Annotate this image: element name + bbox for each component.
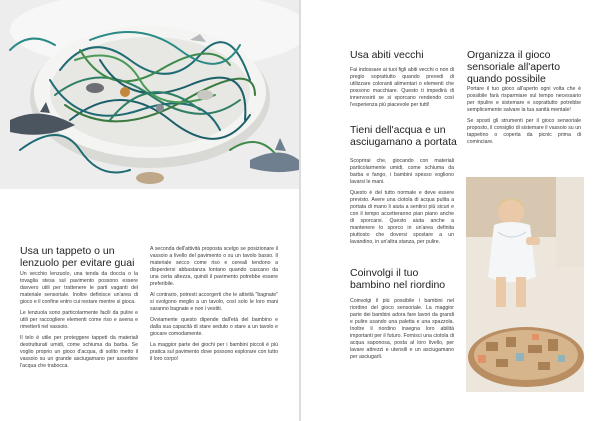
paragraph: La maggior parte dei giochi per i bambini piccoli è più pratica sul pavimento dove possono esplorare con tutto il loro corpo! [150, 342, 278, 362]
section-play-outdoors [467, 86, 581, 150]
paragraph: Fai indossare ai tuoi figli abiti vecchi o non di pregio soprattutto quando prevedi di utilizzare coloranti alimentari o elementi che possono macchiare. Questo ti impedirà di innervosirti se si sporcano rendendo così l'esperienza più piacevole per tutti! [350, 67, 454, 108]
paragraph: Portare il tuo gioco all'aperto ogni volta che è possibile farà risparmiare sul tempo necessario per ripulire e sistemare e soprattutto potrebbe semplicemente salvare la tua sanità mentale! [467, 86, 581, 113]
section-tidy-up [350, 298, 454, 365]
paragraph: Coinvolgi il più possibile i bambini nel riordino del gioco sensoriale. La maggior parte dei bambini adora fare lavori da grandi e pulire usando una paletta e una spazzola. Inoltre il riordino insegna loro abilità importanti per il futuro. Fornisci una ciotola di acqua saponosa, posta al loro livello, per lavare attrezzi e utensili e un asciugamano per asciugarli. [350, 298, 454, 360]
paragraph: Se sposti gli strumenti per il gioco sensoriale proposto, il consiglio di sistemare il vassoio su un tappetino o coperta da picnic prima di cominciare. [467, 118, 581, 145]
heading-tidy-up: Coinvolgi il tuo bambino nel riordino [350, 267, 446, 291]
toddler-photo [466, 177, 584, 392]
right-page [301, 0, 600, 421]
left-page [0, 0, 299, 421]
left-column-1 [20, 271, 138, 374]
left-column-2 [150, 246, 278, 367]
section-water-and-towel [350, 158, 454, 250]
page-number-marker: · [18, 412, 20, 417]
heading-water-and-towel: Tieni dell'acqua e un asciugamano a portata [350, 124, 457, 148]
paragraph: Ovviamente questo dipende dall'età del bambino e dalla sua capacità di stare seduto o stare a un tavolo e giocare comodamente. [150, 317, 278, 337]
paragraph: A seconda dell'attività proposta scelgo se posizionare il vassoio a livello del pavimento o su un tavolo basso. Il materiale secco come riso e cereali tendono a disperdersi abbastanza lontano quando cascano da una certa altezza, quindi il pavimento potrebbe essere preferibile. [150, 246, 278, 287]
heading-use-a-mat: Usa un tappeto o un lenzuolo per evitare guai [20, 245, 135, 269]
paragraph: Al contrario, potresti accorgerti che le attività "bagnate" si svolgono meglio a un tavolo, così solo le loro mani saranno bagnate e non i vestiti. [150, 292, 278, 312]
heading-old-clothes: Usa abiti vecchi [350, 49, 424, 61]
sensory-bowl-photo [0, 0, 299, 189]
paragraph: Scoprirai che, giocando con materiali particolarmente umidi, come schiuma da barba e fango, i bambini spesso vogliono lavarsi le mani. [350, 158, 454, 185]
paragraph: Un vecchio lenzuolo, una tenda da doccia o la tovaglia stesa sul pavimento possono essere davvero utili per trattenere le parti vaganti del materiale sensoriale. Inoltre definisce un'area di gioco e il confine entro cui restare mentre si gioca. [20, 271, 138, 305]
page-number-marker: · [580, 412, 582, 417]
toddler-playing-with-wooden-blocks-photo [466, 177, 584, 392]
heading-play-outdoors: Organizza il gioco sensoriale all'aperto quando possibile [467, 49, 561, 85]
paragraph: Le lenzuola sono particolarmente facili da pulire e utili per raccogliere elementi come riso e avena e rimetterli nel vassoio. [20, 310, 138, 330]
paragraph: Questo è del tutto normale e deve essere previsto. Avere una ciotola di acqua pulita a portata di mano li aiuta a sentirsi più sicuri e con il tempo accetteranno pian piano anche di sporcarsi. Questo aiuta anche a mantenere lo sporco in un'area definita piuttosto che doversi spostare a un lavandino, in un'altra stanza, per pulire. [350, 190, 454, 245]
sensory-pasta-bowl-with-sea-animals-photo [0, 0, 299, 189]
section-old-clothes [350, 67, 454, 113]
paragraph: Il telo è utile per proteggere tappeti da materiali destrutturati umidi, come schiuma da barba. Se voglio proprio un gioco d'acqua, di solito metto il vassoio su un grande asciugamano per assorbire l'acqua che trabocca. [20, 335, 138, 369]
